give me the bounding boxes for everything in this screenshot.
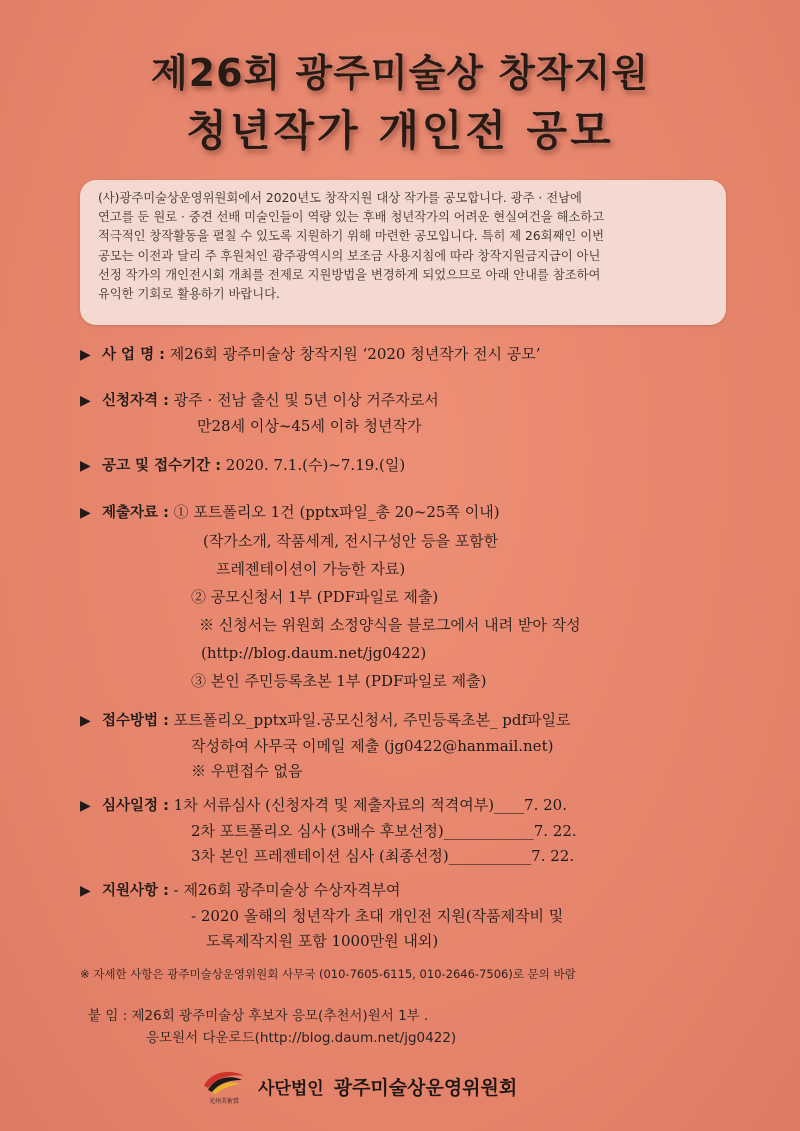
brush-stroke-logo-icon <box>200 1066 248 1106</box>
section-text: 2차 포트폴리오 심사 (3배수 후보선정)____________7. 22. <box>191 822 577 840</box>
footer <box>200 1066 517 1106</box>
attachment-line: 붙 임 : 제26회 광주미술상 후보자 응모(추천서)원서 1부 . <box>88 1008 429 1024</box>
section-label: 심사일정 : <box>102 798 169 814</box>
section-text: ※ 우편접수 없음 <box>191 762 303 780</box>
org-prefix: 사단법인 <box>258 1078 324 1099</box>
intro-line: 선정 작가의 개인전시회 개최를 전제로 지원방법을 변경하게 되었으므로 아래 안내를 참조하여 <box>98 267 601 282</box>
section-text: 포트폴리오_pptx파일.공모신청서, 주민등록초본_ pdf파일로 <box>173 711 571 729</box>
title-line-2: 청년작가 개인전 공모 <box>186 106 614 155</box>
contact-note: ※ 자세한 사항은 광주미술상운영위원회 사무국 (010-7605-6115, 010-2646-7506)로 문의 바람 <box>80 967 576 981</box>
section-method <box>80 708 570 784</box>
section-link[interactable]: (http://blog.daum.net/jg0422) <box>201 644 427 662</box>
intro-line: 유익한 기회로 활용하기 바랍니다. <box>98 287 280 302</box>
section-schedule <box>80 793 577 869</box>
bullet-arrow-icon: ▶ <box>80 505 91 521</box>
section-text: ※ 신청서는 위원회 소정양식을 블로그에서 내려 받아 작성 <box>199 616 581 634</box>
bullet-arrow-icon: ▶ <box>80 393 91 409</box>
section-text: 도록제작지원 포함 1000만원 내외) <box>206 932 439 950</box>
section-label: 사 업 명 : <box>102 347 165 363</box>
bullet-arrow-icon: ▶ <box>80 883 91 899</box>
logo-text: 光州美術賞 <box>208 1098 240 1105</box>
section-text: (작가소개, 작품세계, 전시구성안 등을 포함한 <box>203 532 499 550</box>
section-text: 제26회 광주미술상 창작지원 ‘2020 청년작가 전시 공모’ <box>169 345 541 363</box>
bullet-arrow-icon: ▶ <box>80 347 91 363</box>
title-line-1: 제26회 광주미술상 창작지원 <box>150 51 650 95</box>
section-text: 프레젠테이션이 가능한 자료) <box>216 560 406 578</box>
intro-box <box>80 180 726 325</box>
section-text: 3차 본인 프레젠테이션 심사 (최종선정)___________7. 22. <box>191 847 575 865</box>
download-link[interactable]: 응모원서 다운로드(http://blog.daum.net/jg0422) <box>146 1030 457 1046</box>
section-text: 작성하여 사무국 이메일 제출 (jg0422@hanmail.net) <box>191 737 554 755</box>
section-text: ② 공모신청서 1부 (PDF파일로 제출) <box>191 588 439 606</box>
section-label: 제출자료 : <box>102 505 169 521</box>
bullet-arrow-icon: ▶ <box>80 798 91 814</box>
org-name: 광주미술상운영위원회 <box>333 1076 518 1099</box>
section-eligibility <box>80 388 439 439</box>
section-project <box>80 342 540 368</box>
section-label: 접수방법 : <box>102 713 169 729</box>
attachment <box>88 1005 456 1049</box>
section-label: 지원사항 : <box>102 883 169 899</box>
section-label: 신청자격 : <box>102 393 169 409</box>
section-text: ③ 본인 주민등록초본 1부 (PDF파일로 제출) <box>191 672 487 690</box>
bullet-arrow-icon: ▶ <box>80 713 91 729</box>
section-text: 광주 · 전남 출신 및 5년 이상 거주자로서 <box>173 391 439 409</box>
intro-line: 공모는 이전과 달리 주 후원처인 광주광역시의 보조금 사용지침에 따라 창작지원금지급이 아닌 <box>98 248 601 263</box>
section-text: 2020. 7.1.(수)~7.19.(일) <box>225 456 406 474</box>
section-support <box>80 878 563 954</box>
section-label: 공고 및 접수기간 : <box>102 458 221 474</box>
section-text: 만28세 이상~45세 이하 청년작가 <box>197 417 422 435</box>
section-period <box>80 453 405 479</box>
section-text: ① 포트폴리오 1건 (pptx파일_총 20~25쪽 이내) <box>173 503 500 521</box>
intro-line: 연고를 둔 원로 · 중견 선배 미술인들이 역량 있는 후배 청년작가의 어려운 현실여건을 해소하고 <box>98 210 605 225</box>
section-materials <box>80 500 581 694</box>
intro-line: 적극적인 창작활동을 펼칠 수 있도록 지원하기 위해 마련한 공모입니다. 특히 제 26회째인 이번 <box>98 229 604 244</box>
section-text: 1차 서류심사 (신청자격 및 제출자료의 적격여부)____7. 20. <box>173 796 567 814</box>
section-text: - 제26회 광주미술상 수상자격부여 <box>173 881 401 899</box>
bullet-arrow-icon: ▶ <box>80 458 91 474</box>
section-text: - 2020 올해의 청년작가 초대 개인전 지원(작품제작비 및 <box>191 907 564 925</box>
intro-line: (사)광주미술상운영위원회에서 2020년도 창작지원 대상 작가를 공모합니다. 광주 · 전남에 <box>98 191 582 205</box>
